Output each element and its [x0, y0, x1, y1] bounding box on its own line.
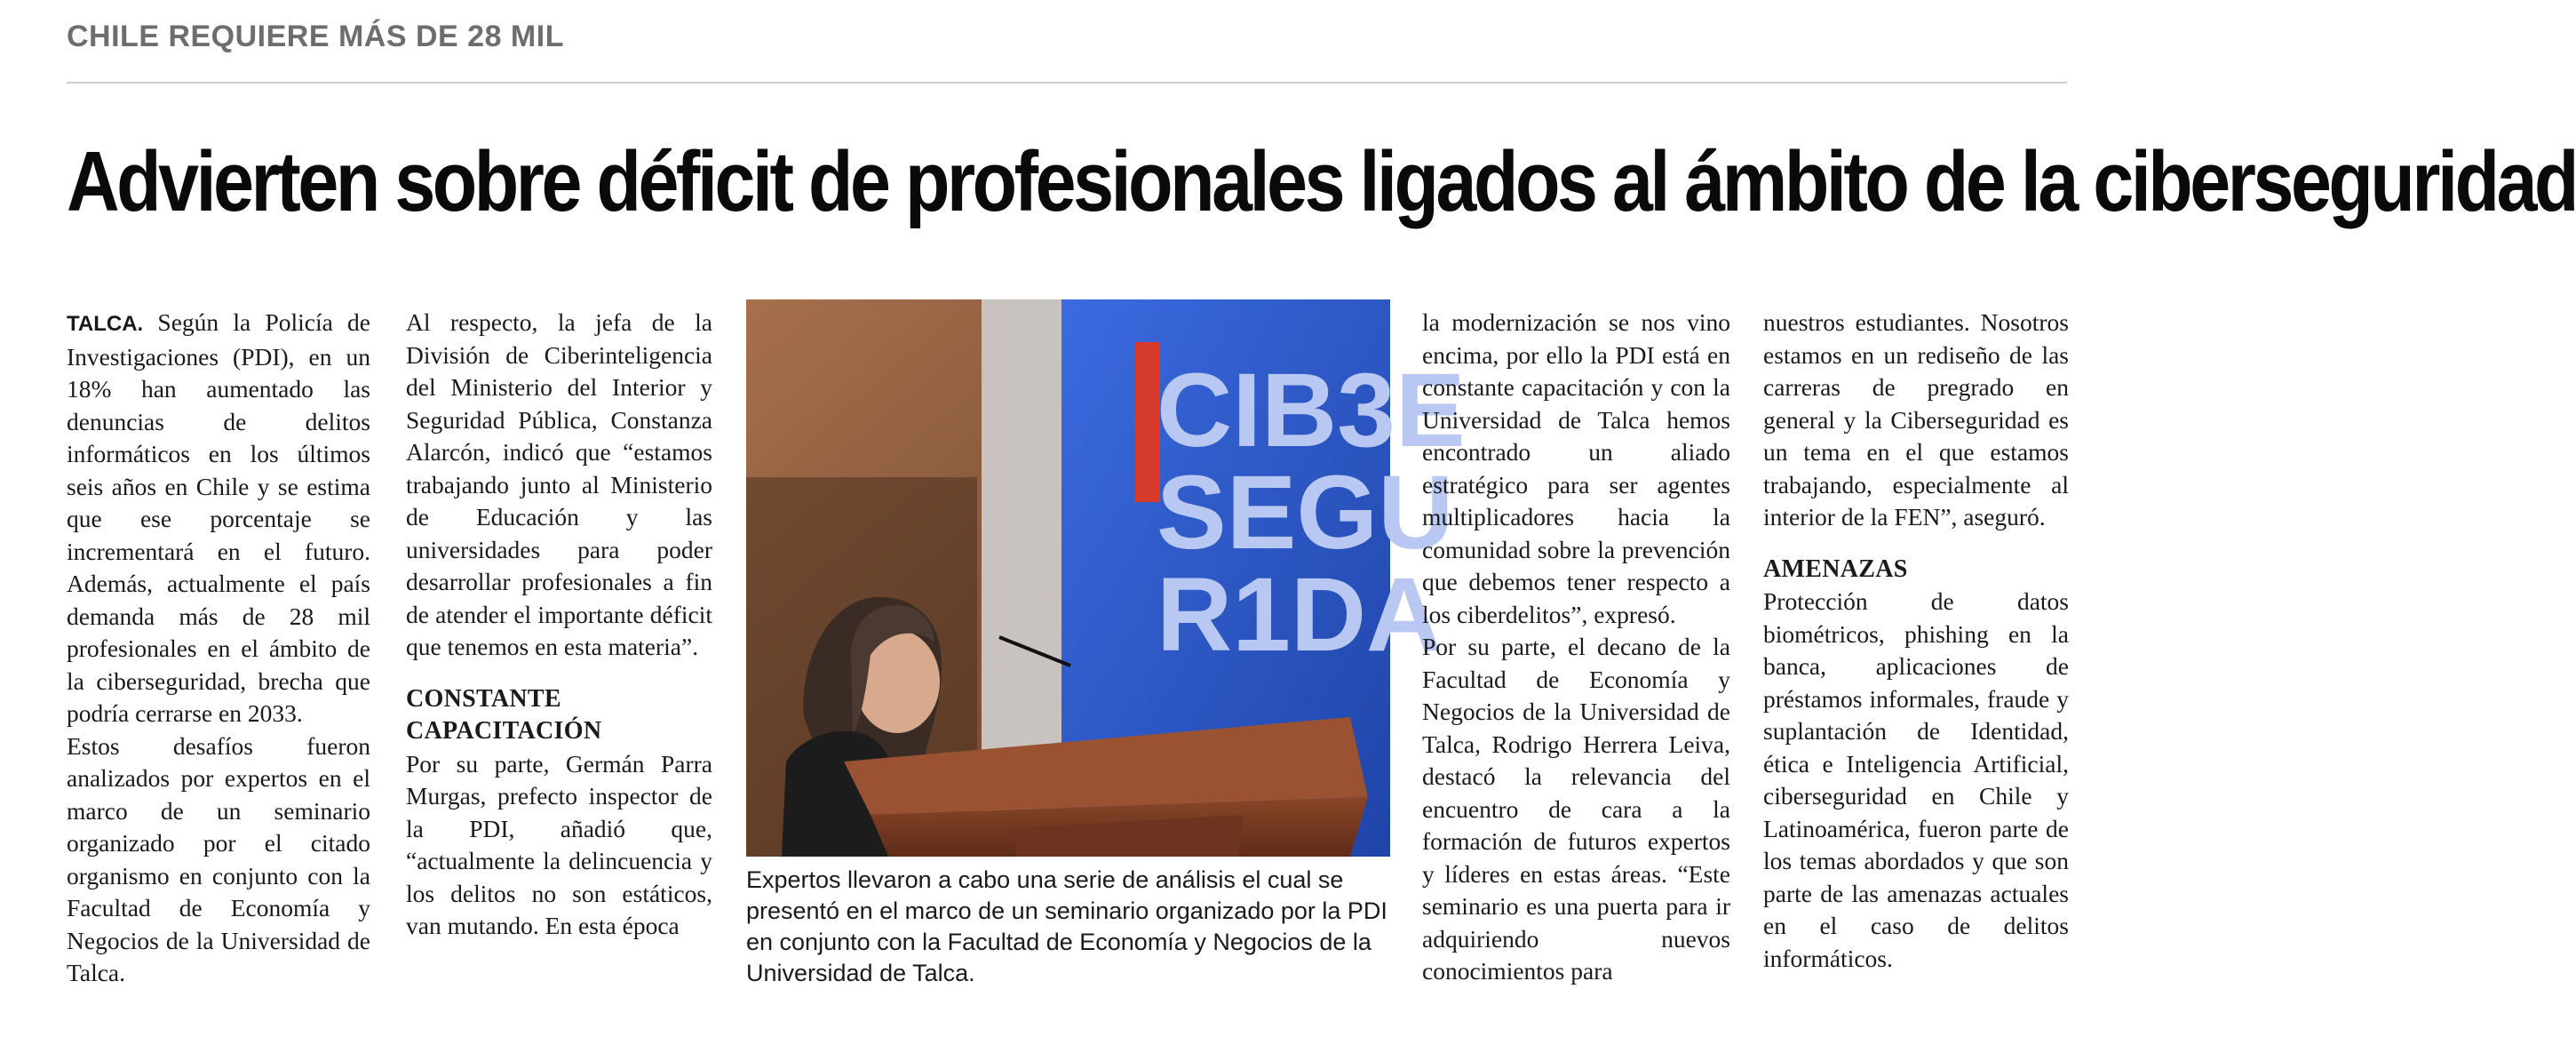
paragraph: Al respecto, la jefa de la División de Ciberinteligencia del Ministerio del Interior y Seguridad Pública, Constanza Alarcón, indicó que “estamos trabajando junto al Ministerio de Educación y las universidades para poder desarrollar profesionales a fin de atender el importante déficit que tenemos en esta materia”.: [406, 308, 712, 660]
article-column-2: [406, 307, 712, 943]
headline: Advierten sobre déficit de profesionales ligados al ámbito de la ciberseguridad: [67, 134, 2576, 229]
article-photo: [746, 299, 1466, 857]
screen-text: CIB3E: [1157, 352, 1466, 469]
article-column-1: [67, 307, 370, 990]
paragraph: nuestros estudiantes. Nosotros estamos en un rediseño de las carreras de pregrado en general y la Ciberseguridad es un tema en el que estamos trabajando, especialmente al interior de la FEN”, aseguró.: [1763, 308, 2069, 530]
paragraph: [67, 307, 370, 730]
speaker-at-podium-image: [746, 299, 1466, 857]
dateline: TALCA.: [67, 312, 144, 336]
paragraph: Por su parte, el decano de la Facultad de Economía y Negocios de la Universidad de Talca, Rodrigo Herrera Leiva, destacó la relevancia del encuentro de cara a la formación de futuros expertos y líderes en estas áreas. “Este seminario es una puerta para ir adquiriendo nuevos conocimientos para: [1422, 633, 1730, 985]
article-column-3: [1422, 307, 1730, 988]
photo-caption: Expertos llevaron a cabo una serie de análisis el cual se presentó en el marco de un seminario organizado por la PDI en conjunto con la Facultad de Economía y Negocios de la Universidad de Talca.: [746, 866, 1387, 986]
subheading: CONSTANTE CAPACITACIÓN: [406, 684, 602, 745]
paragraph: Por su parte, Germán Parra Murgas, prefecto inspector de la PDI, añadió que, “actualmente la delincuencia y los delitos no son estáticos, van mutando. En esta época: [406, 749, 712, 939]
paragraph-text: Según la Policía de Investigaciones (PDI), en un 18% han aumentado las denuncias de delitos informáticos en los últimos seis años en Chile y se estima que ese porcentaje se incrementará en el futuro. Además, actualmente el país demanda más de 28 mil profesionales en el ámbito de la ciberseguridad, brecha que podría cerrarse en 2033.: [67, 308, 370, 727]
kicker: CHILE REQUIERE MÁS DE 28 MIL: [67, 20, 564, 53]
screen-text: R1DA: [1157, 556, 1443, 674]
article-column-4: [1763, 307, 2069, 975]
paragraph: Protección de datos biométricos, phishing en la banca, aplicaciones de préstamos informales, fraude y suplantación de Identidad, ética e Inteligencia Artificial, ciberseguridad en Chile y Latinoamérica, fueron parte de los temas abordados y que son parte de las amenazas actuales en el caso de delitos informáticos.: [1763, 587, 2069, 972]
paragraph: Estos desafíos fueron analizados por expertos en el marco de un seminario organizado por el citado organismo en conjunto con la Facultad de Economía y Negocios de la Universidad de Talca.: [67, 731, 370, 986]
screen-text: SEGU: [1157, 454, 1454, 571]
header-divider: [67, 82, 2067, 84]
subheading: AMENAZAS: [1763, 554, 1908, 583]
paragraph: la modernización se nos vino encima, por ello la PDI está en constante capacitación y con la Universidad de Talca hemos encontrado un aliado estratégico para ser agentes multiplicadores hacia la comunidad sobre la prevención que debemos tener respecto a los ciberdelitos”, expresó.: [1422, 308, 1730, 628]
